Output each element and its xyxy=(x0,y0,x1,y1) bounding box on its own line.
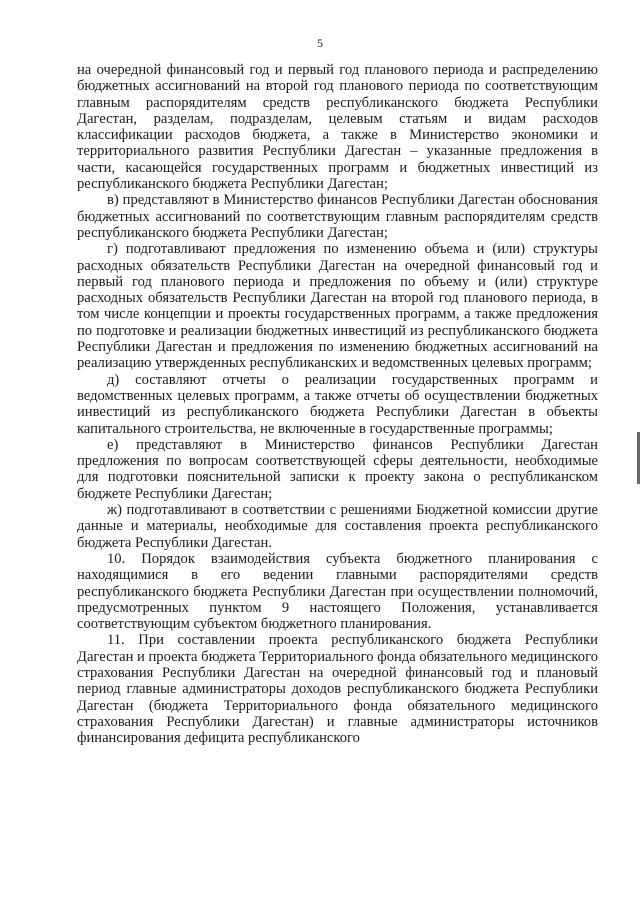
paragraph: 11. При составлении проекта республиканского бюджета Республики Дагестан и проекта бюджета Территориального фонда обязательного медицинского страхования Республики Дагестан на очередной финансовый год и плановый период главные администраторы доходов республиканского бюджета Республики Дагестан (бюджета Территориального фонда обязательного медицинского страхования Республики Дагестан) и главные администраторы источников финансирования дефицита республиканского xyxy=(77,632,598,747)
paragraph: г) подготавливают предложения по изменению объема и (или) структуры расходных обязательств Республики Дагестан на очередной финансовый год и первый год планового периода и предложения по объему и (или) структуре расходных обязательств Республики Дагестан на второй год планового периода, в том числе концепции и проекты государственных программ, а также предложения по подготовке и реализации бюджетных инвестиций из республиканского бюджета Республики Дагестан и предложения по изменению бюджетных ассигнований на реализацию утвержденных республиканских и ведомственных целевых программ; xyxy=(77,241,598,372)
paragraph: д) составляют отчеты о реализации государственных программ и ведомственных целевых программ, а также отчеты об осуществлении бюджетных инвестиций из республиканского бюджета Республики Дагестан в объекты капитального строительства, не включенные в государственные программы; xyxy=(77,371,598,437)
paragraph: 10. Порядок взаимодействия субъекта бюджетного планирования с находящимися в его ведении главными распорядителями средств республиканского бюджета Республики Дагестан при осуществлении полномочий, предусмотренных пунктом 9 настоящего Положения, устанавливается соответствующим субъектом бюджетного планирования. xyxy=(77,550,598,633)
paragraph: е) представляют в Министерство финансов Республики Дагестан предложения по вопросам соответствующей сферы деятельности, необходимые для подготовки пояснительной записки к проекту закона о республиканском бюджете Республики Дагестан; xyxy=(77,436,598,502)
paragraph: в) представляют в Министерство финансов Республики Дагестан обоснования бюджетных ассигнований по соответствующим главным распорядителям средств республиканского бюджета Республики Дагестан; xyxy=(77,192,598,241)
document-body xyxy=(77,62,598,746)
paragraph: на очередной финансовый год и первый год планового периода и распределению бюджетных ассигнований на второй год планового периода по соответствующим главным распорядителям средств республиканского бюджета Республики Дагестан, разделам, подразделам, целевым статьям и видам расходов классификации расходов бюджета, а также в Министерство экономики и территориального развития Республики Дагестан – указанные предложения в части, касающейся государственных программ и бюджетных инвестиций из республиканского бюджета Республики Дагестан; xyxy=(77,62,598,193)
page-number: 5 xyxy=(317,36,323,50)
paragraph: ж) подготавливают в соответствии с решениями Бюджетной комиссии другие данные и материалы, необходимые для составления проекта республиканского бюджета Республики Дагестан. xyxy=(77,502,598,551)
